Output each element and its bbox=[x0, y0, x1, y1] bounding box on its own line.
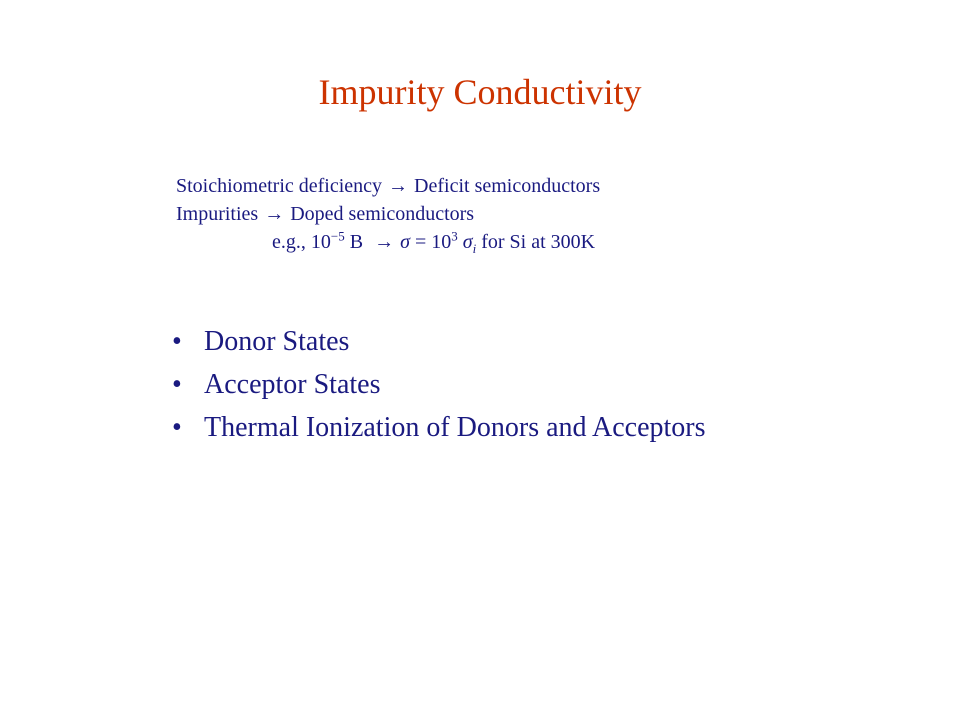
deficiency-label: Stoichiometric deficiency bbox=[176, 175, 383, 197]
sigma-intrinsic-symbol: σ bbox=[462, 231, 473, 253]
bullet-icon: • bbox=[172, 412, 182, 443]
bullet-item-acceptor-states bbox=[172, 363, 706, 406]
slide-title: Impurity Conductivity bbox=[318, 72, 642, 112]
example-equals: = 10 bbox=[409, 231, 452, 253]
example-element: B bbox=[344, 231, 369, 253]
bullet-text: Acceptor States bbox=[204, 369, 381, 400]
intro-line-deficiency bbox=[176, 172, 600, 200]
right-arrow-icon: → bbox=[388, 175, 409, 197]
example-suffix: for Si at 300K bbox=[476, 231, 596, 253]
bullet-list bbox=[172, 320, 706, 449]
deficit-semiconductors-label: Deficit semiconductors bbox=[414, 175, 601, 197]
doped-semiconductors-label: Doped semiconductors bbox=[290, 203, 475, 225]
example-power: 3 bbox=[451, 228, 458, 244]
sigma-symbol: σ bbox=[400, 231, 410, 253]
intrinsic-subscript: i bbox=[472, 241, 477, 256]
intro-block bbox=[176, 172, 600, 256]
right-arrow-icon: → bbox=[264, 203, 285, 225]
example-exponent: −5 bbox=[330, 228, 345, 244]
bullet-item-donor-states bbox=[172, 320, 706, 363]
bullet-item-thermal-ionization bbox=[172, 406, 706, 449]
bullet-icon: • bbox=[172, 326, 182, 357]
right-arrow-icon: → bbox=[374, 231, 395, 253]
bullet-text: Thermal Ionization of Donors and Acceptors bbox=[204, 412, 706, 443]
intro-line-example bbox=[176, 228, 600, 256]
example-prefix: e.g., 10 bbox=[272, 231, 331, 253]
bullet-icon: • bbox=[172, 369, 182, 400]
impurities-label: Impurities bbox=[176, 203, 259, 225]
intro-line-impurities bbox=[176, 200, 600, 228]
bullet-text: Donor States bbox=[204, 326, 350, 357]
